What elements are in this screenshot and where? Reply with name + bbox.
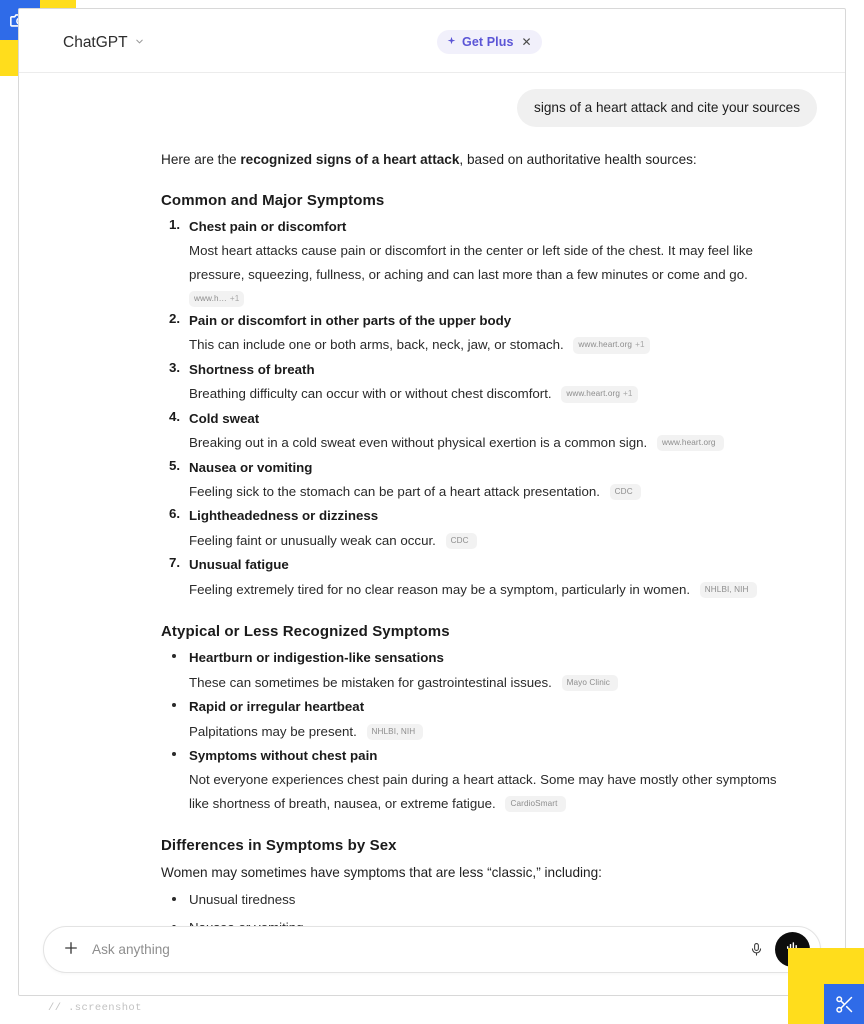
list-marker: 7 . (169, 555, 180, 570)
list-item-title: Lightheadedness or dizziness (189, 508, 379, 524)
list-item-body (189, 239, 785, 286)
list-item-body (189, 431, 785, 454)
app-window-card (18, 8, 846, 996)
list-item-body-text: Breaking out in a cold sweat even without physical exertion is a common sign. (189, 435, 648, 451)
citation-more: +1 (635, 340, 645, 350)
chevron-down-icon (134, 34, 145, 52)
citation-source: CDC (614, 487, 633, 497)
plus-icon[interactable] (62, 939, 84, 961)
screenshot-caption: // .screenshot (48, 1002, 142, 1014)
sparkle-icon (446, 36, 457, 49)
list-item-label: Unusual tiredness (189, 892, 296, 908)
citation-source: CDC (450, 535, 469, 545)
list-item-body-text: Breathing difficulty can occur with or without chest discomfort. (189, 386, 552, 402)
citation-chip[interactable] (367, 724, 424, 740)
list-item-body-text: Most heart attacks cause pain or discomfort in the center or left side of the chest. It may feel like pressure, squeezing, fullness, or aching and can last more than a few minutes or come and go. (189, 243, 753, 282)
list-item (189, 648, 785, 694)
section-heading-common: Common and Major Symptoms (161, 191, 385, 209)
model-switcher-label: ChatGPT (63, 34, 128, 51)
section-heading-atypical: Atypical or Less Recognized Symptoms (161, 623, 450, 641)
list-item-body-text: These can sometimes be mistaken for gastrointestinal issues. (189, 674, 552, 690)
list-item-title: Nausea or vomiting (189, 459, 313, 475)
citation-more: +1 (229, 293, 240, 303)
model-switcher[interactable] (63, 34, 145, 52)
ask-anything-input[interactable] (84, 941, 743, 958)
list-item (169, 216, 785, 308)
citation-chip[interactable] (562, 675, 618, 691)
list-marker: 2 . (169, 311, 180, 326)
bullet-icon (172, 897, 176, 901)
close-icon[interactable]: ✕ (521, 35, 532, 49)
bullet-icon (172, 752, 176, 756)
list-item (189, 746, 785, 815)
list-item-body (189, 333, 785, 356)
microphone-icon[interactable] (743, 937, 769, 963)
list-item-title: Cold sweat (189, 410, 260, 426)
get-plus-label: Get Plus (462, 35, 514, 49)
list-item-title: Unusual fatigue (189, 557, 289, 573)
app-header (19, 9, 845, 73)
citation-chip[interactable] (573, 337, 649, 353)
list-item-body (189, 720, 785, 743)
user-message-bubble: signs of a heart attack and cite your sources (517, 89, 817, 127)
scissors-icon (824, 984, 864, 1024)
list-item (169, 310, 785, 357)
list-item-body (189, 768, 785, 815)
list-item-body-text: Not everyone experiences chest pain during a heart attack. Some may have mostly other symptoms like shortness of breath, nausea, or extreme fatigue. (189, 772, 777, 811)
list-item-body (189, 578, 785, 601)
assistant-message (19, 127, 845, 995)
composer[interactable] (43, 926, 821, 973)
citation-source: www.heart.org (566, 389, 620, 399)
intro-bold: recognized signs of a heart attack (240, 151, 460, 167)
list-item-title: Chest pain or discomfort (189, 218, 347, 234)
list-marker: 1 . (169, 217, 180, 232)
list-item (189, 697, 785, 743)
composer-container (19, 926, 845, 996)
intro-after: , based on authoritative health sources: (459, 151, 697, 167)
citation-source: www.h… (194, 293, 227, 303)
list-item-body-text: Palpitations may be present. (189, 723, 357, 739)
intro-before: Here are the (161, 151, 241, 167)
list-item-title: Shortness of breath (189, 361, 315, 377)
user-message-row (19, 73, 845, 127)
citation-chip[interactable] (505, 796, 565, 812)
list-item (189, 891, 785, 910)
list-marker: 6 . (169, 506, 180, 521)
citation-more: +1 (622, 389, 633, 399)
citation-chip[interactable] (610, 484, 641, 500)
footer-strip (0, 996, 864, 1024)
list-item (169, 408, 785, 455)
atypical-symptoms-list (161, 648, 785, 815)
citation-chip[interactable] (700, 582, 757, 598)
list-item (169, 555, 785, 601)
list-item (169, 457, 785, 504)
bullet-icon (172, 654, 176, 658)
citation-source: www.heart.org (661, 438, 716, 448)
citation-source: Mayo Clinic (566, 677, 610, 687)
citation-chip[interactable] (189, 291, 244, 307)
citation-chip[interactable] (657, 435, 724, 451)
list-item-body (189, 382, 785, 405)
citation-source: NHLBI, NIH (704, 584, 749, 594)
intro-paragraph (161, 149, 785, 170)
get-plus-banner[interactable] (437, 30, 542, 54)
list-item-body (189, 480, 785, 503)
list-item-body-text: Feeling sick to the stomach can be part of a heart attack presentation. (189, 484, 600, 500)
citation-chip[interactable] (446, 533, 477, 549)
list-item-title: Pain or discomfort in other parts of the upper body (189, 312, 512, 328)
list-item (169, 359, 785, 406)
citation-chip[interactable] (561, 386, 637, 402)
list-item-body (189, 671, 785, 694)
section-heading-differences: Differences in Symptoms by Sex (161, 837, 397, 855)
differences-lead: Women may sometimes have symptoms that are less “classic,” including: (161, 865, 602, 881)
list-marker: 4 . (169, 409, 180, 424)
citation-source: www.heart.org (578, 340, 633, 350)
list-item-title: Heartburn or indigestion-like sensations (189, 650, 444, 666)
citation-source: CardioSmart (510, 798, 558, 808)
list-item-body-text: Feeling extremely tired for no clear reason may be a symptom, particularly in women. (189, 581, 691, 597)
list-item (169, 506, 785, 552)
citation-source: NHLBI, NIH (371, 726, 416, 736)
list-marker: 3 . (169, 360, 180, 375)
common-symptoms-list (161, 217, 785, 601)
list-item-body-text: This can include one or both arms, back, neck, jaw, or stomach. (189, 337, 564, 353)
list-item-body-text: Feeling faint or unusually weak can occur. (189, 532, 436, 548)
list-item-title: Rapid or irregular heartbeat (189, 699, 365, 714)
bullet-icon (172, 703, 176, 707)
list-item-title: Symptoms without chest pain (189, 747, 378, 763)
conversation-scroll[interactable] (19, 73, 845, 996)
list-marker: 5 . (169, 458, 180, 473)
list-item-body (189, 529, 785, 552)
